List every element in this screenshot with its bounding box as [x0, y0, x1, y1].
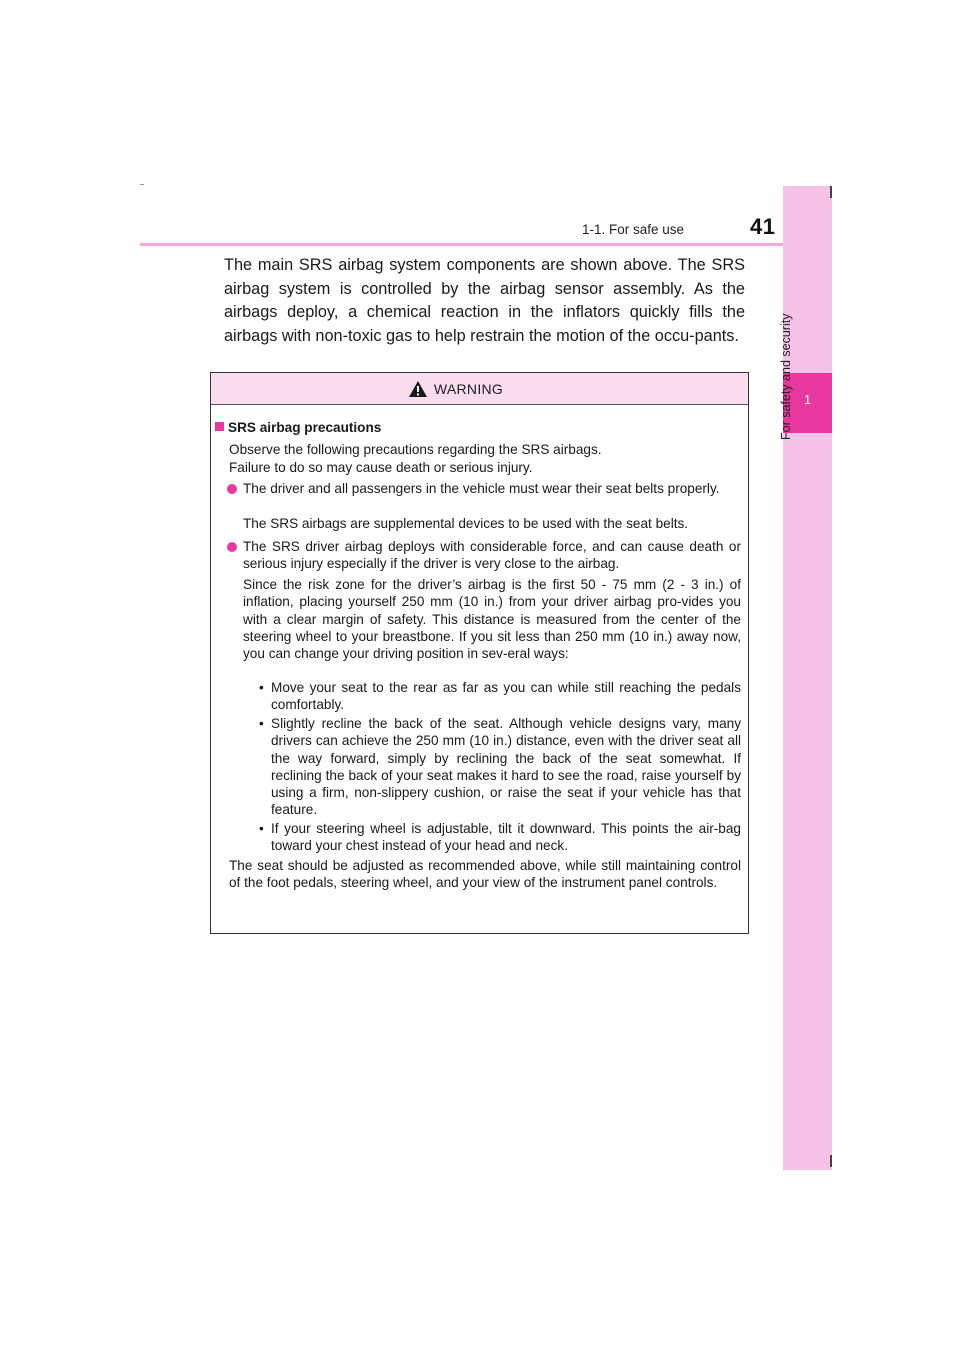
square-bullet-icon [215, 422, 224, 431]
crop-mark-top [830, 186, 832, 198]
sub-bullet-mark: • [259, 680, 264, 695]
warning-box [210, 372, 749, 934]
intro-line-2: Failure to do so may cause death or serious injury. [229, 460, 533, 475]
sub-item-tilt-wheel: If your steering wheel is adjustable, tilt it downward. This points the air-bag toward your chest instead of your head and neck. [271, 821, 741, 854]
precautions-heading [215, 419, 381, 436]
warning-header [211, 373, 748, 405]
chapter-number: 1 [803, 392, 812, 407]
section-title: 1-1. For safe use [582, 222, 685, 237]
sub-item-recline: Slightly recline the back of the seat. Although vehicle designs vary, many drivers can achieve the 250 mm (10 in.) distance, even with the driver seat all the way forward, simply by reclining the back of the seat somewhat. If reclining the back of your seat makes it hard to see the road, raise yourself by using a firm, non-slippery cushion, or raise the seat if your vehicle has that feature. [271, 716, 741, 818]
bullet-driver-airbag: The SRS driver airbag deploys with considerable force, and can cause death or serious injury especially if the driver is very close to the airbag. [243, 539, 741, 572]
header-rule [140, 243, 832, 246]
intro-paragraph: The main SRS airbag system components are shown above. The SRS airbag system is controlled by the airbag sensor assembly. As the airbags deploy, a chemical reaction in the inflators quickly fills the airbags with non-toxic gas to help restrain the motion of the occu-pants. [224, 256, 745, 345]
crop-mark-bottom [830, 1155, 832, 1167]
bullet-seat-belts: The driver and all passengers in the vehicle must wear their seat belts properly. [243, 481, 720, 496]
sub-bullet-mark: • [259, 821, 264, 836]
precautions-heading-text: SRS airbag precautions [228, 420, 382, 435]
closing-paragraph: The seat should be adjusted as recommended above, while still maintaining control of the foot pedals, steering wheel, and your view of the instrument panel controls. [229, 858, 741, 891]
intro-line-1: Observe the following precautions regarding the SRS airbags. [229, 442, 602, 457]
chapter-label-wrap [779, 313, 832, 600]
risk-zone-paragraph: Since the risk zone for the driver’s airbag is the first 50 - 75 mm (2 - 3 in.) of inflation, placing yourself 250 mm (10 in.) from your driver airbag pro-vides you with a clear margin of safety. This distance is measured from the center of the steering wheel to your breastbone. If you sit less than 250 mm (10 in.) away now, you can change your driving position in sev-eral ways: [243, 577, 741, 662]
sub-item-move-seat: Move your seat to the rear as far as you can while still reaching the pedals comfortably. [271, 680, 741, 713]
warning-triangle-icon [408, 380, 428, 398]
bullet-seat-belts-cont: The SRS airbags are supplemental devices to be used with the seat belts. [243, 516, 689, 531]
page-number: 41 [750, 214, 776, 239]
chapter-label: For safety and security [779, 313, 793, 440]
crop-mark [140, 184, 144, 185]
circle-bullet-icon [227, 542, 237, 552]
circle-bullet-icon [227, 484, 237, 494]
warning-title: WARNING [433, 380, 504, 397]
sub-bullet-mark: • [259, 716, 264, 731]
